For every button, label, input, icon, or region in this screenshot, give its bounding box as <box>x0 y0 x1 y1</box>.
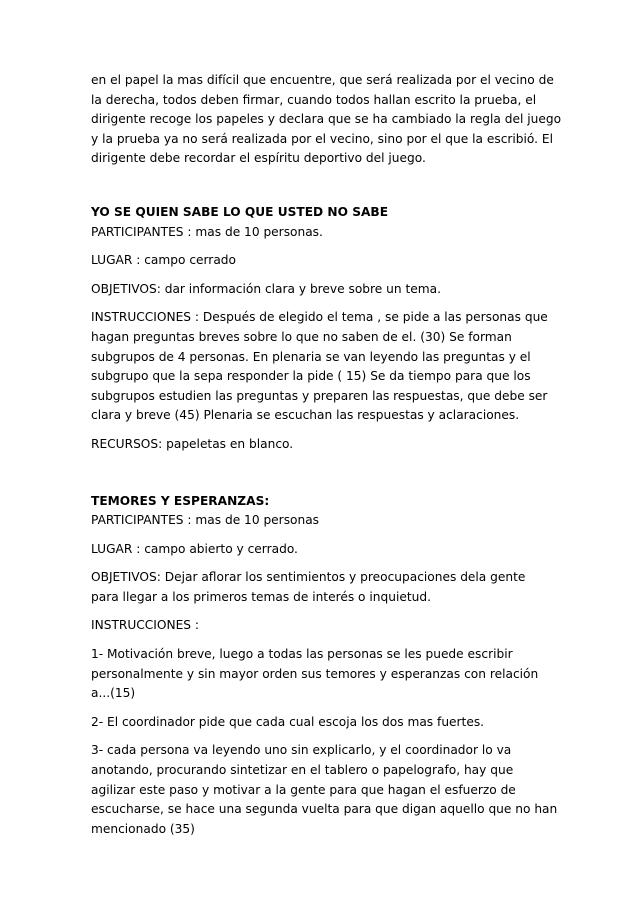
section-yo-se-quien <box>91 203 561 455</box>
text-line: 3- cada persona va leyendo uno sin explicarlo, y el coordinador lo va <box>91 743 512 758</box>
text-line: 1- Motivación breve, luego a todas las personas se les puede escribir <box>91 647 513 662</box>
section-title: TEMORES Y ESPERANZAS: <box>91 493 270 508</box>
text-line: la derecha, todos deben firmar, cuando todos hallan escrito la prueba, el <box>91 92 537 107</box>
instrucciones-label: INSTRUCCIONES : <box>91 618 200 633</box>
text-line: personalmente y sin mayor orden sus temores y esperanzas con relación <box>91 666 539 681</box>
recursos-text: RECURSOS: papeletas en blanco. <box>91 436 294 451</box>
lugar-text: LUGAR : campo abierto y cerrado. <box>91 541 298 556</box>
text-line: agilizar este paso y motivar a la gente para que hagan el esfuerzo de <box>91 782 516 797</box>
objetivos-text: OBJETIVOS: dar información clara y breve sobre un tema. <box>91 281 441 296</box>
text-line: a...(15) <box>91 686 136 701</box>
text-line: dirigente debe recordar el espíritu deportivo del juego. <box>91 151 426 166</box>
section-title: YO SE QUIEN SABE LO QUE USTED NO SABE <box>91 204 389 219</box>
text-line: INSTRUCCIONES : Después de elegido el tema , se pide a las personas que <box>91 310 548 325</box>
step-2-text: 2- El coordinador pide que cada cual escoja los dos mas fuertes. <box>91 714 485 729</box>
text-line: subgrupos estudien las preguntas y preparen las respuestas, que debe ser <box>91 388 548 403</box>
document-page <box>91 71 561 839</box>
text-line: en el papel la mas difícil que encuentre, que será realizada por el vecino de <box>91 73 554 87</box>
text-line: anotando, procurando sintetizar en el tablero o papelografo, hay que <box>91 763 514 778</box>
participantes-text: PARTICIPANTES : mas de 10 personas <box>91 513 320 528</box>
text-line: subgrupos de 4 personas. En plenaria se van leyendo las preguntas y el <box>91 349 531 364</box>
text-line: subgrupo que la sepa responder la pide ( 15) Se da tiempo para que los <box>91 369 531 384</box>
text-line: dirigente recoge los papeles y declara que se ha cambiado la regla del juego <box>91 112 562 127</box>
participantes-text: PARTICIPANTES : mas de 10 personas. <box>91 224 323 239</box>
objetivos-paragraph <box>91 568 561 607</box>
text-line: mencionado (35) <box>91 821 195 836</box>
intro-paragraph <box>91 71 561 169</box>
step-3-paragraph <box>91 741 561 839</box>
text-line: para llegar a los primeros temas de interés o inquietud. <box>91 589 431 604</box>
text-line: y la prueba ya no será realizada por el vecino, sino por el que la escribió. El <box>91 131 553 146</box>
step-1-paragraph <box>91 645 561 704</box>
text-line: hagan preguntas breves sobre lo que no saben de el. (30) Se forman <box>91 329 512 344</box>
instrucciones-paragraph <box>91 308 561 426</box>
text-line: clara y breve (45) Plenaria se escuchan las respuestas y aclaraciones. <box>91 408 520 423</box>
section-temores-esperanzas <box>91 492 561 840</box>
lugar-text: LUGAR : campo cerrado <box>91 253 236 268</box>
text-line: escucharse, se hace una segunda vuelta para que digan aquello que no han <box>91 802 558 817</box>
text-line: OBJETIVOS: Dejar aflorar los sentimientos y preocupaciones dela gente <box>91 570 526 585</box>
